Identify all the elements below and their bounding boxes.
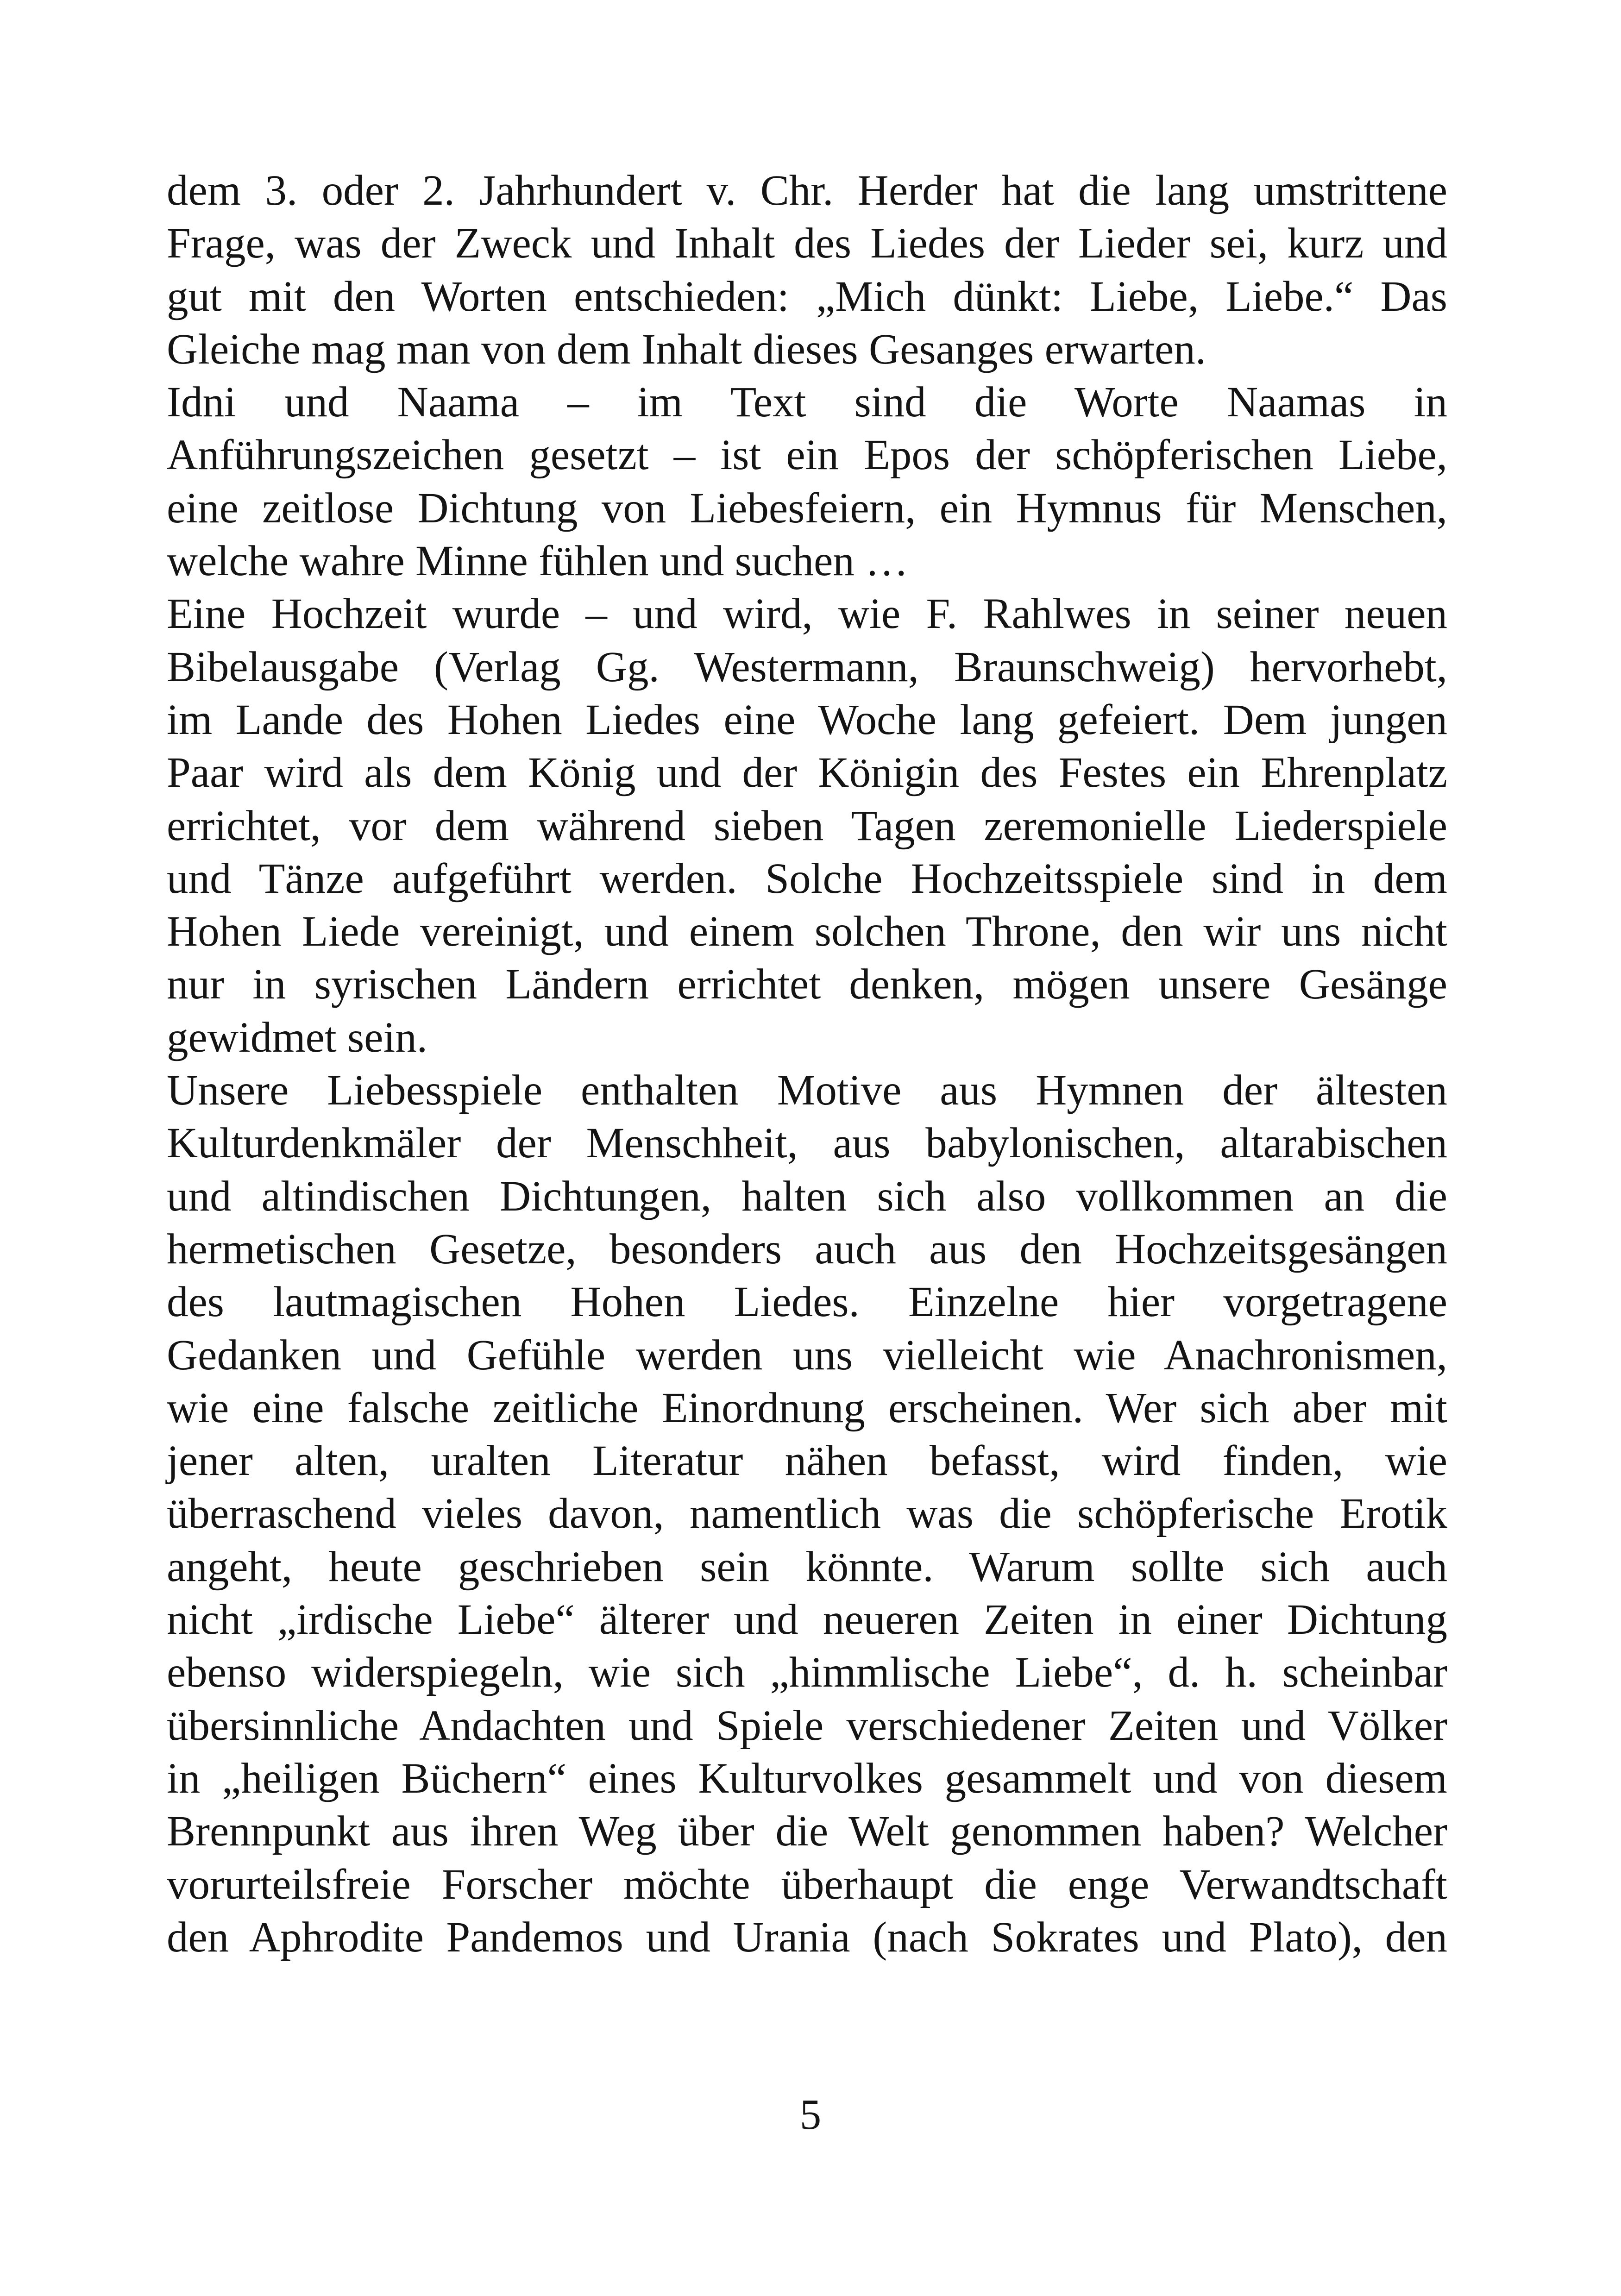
text-line: Gleiche mag man von dem Inhalt dieses Gesanges erwarten. [167,325,1206,373]
text-line: und altindischen Dichtungen, halten sich also vollkommen an die [167,1172,1447,1220]
text-line: nicht „irdische Liebe“ älterer und neueren Zeiten in einer Dichtung [167,1596,1447,1644]
text-line: Gedanken und Gefühle werden uns vielleicht wie Anachronismen, [167,1331,1447,1379]
text-line: übersinnliche Andachten und Spiele verschiedener Zeiten und Völker [167,1701,1447,1750]
body-text [167,164,1447,1964]
text-line: Bibelausgabe (Verlag Gg. Westermann, Braunschweig) hervorhebt, [167,643,1447,691]
text-line: gut mit den Worten entschieden: „Mich dünkt: Liebe, Liebe.“ Das [167,272,1447,320]
text-line: Idni und Naama – im Text sind die Worte Naamas in [167,378,1447,427]
text-line: im Lande des Hohen Liedes eine Woche lang gefeiert. Dem jungen [167,696,1447,744]
text-line: des lautmagischen Hohen Liedes. Einzelne hier vorgetragene [167,1278,1447,1326]
text-line: überraschend vieles davon, namentlich was die schöpferische Erotik [167,1490,1447,1538]
text-line: errichtet, vor dem während sieben Tagen zeremonielle Liederspiele [167,802,1447,850]
text-line: gewidmet sein. [167,1013,428,1061]
page-number: 5 [799,2091,822,2139]
text-line: jener alten, uralten Literatur nähen befasst, wird finden, wie [167,1437,1447,1485]
text-line: Paar wird als dem König und der Königin des Festes ein Ehrenplatz [167,749,1447,797]
text-line: Unsere Liebesspiele enthalten Motive aus Hymnen der ältesten [167,1066,1447,1115]
text-line: vorurteilsfreie Forscher möchte überhaupt die enge Verwandtschaft [167,1860,1447,1908]
text-line: nur in syrischen Ländern errichtet denken, mögen unsere Gesänge [167,960,1447,1009]
text-line: Eine Hochzeit wurde – und wird, wie F. Rahlwes in seiner neuen [167,590,1447,638]
text-line: welche wahre Minne fühlen und suchen … [167,537,909,585]
text-line: dem 3. oder 2. Jahrhundert v. Chr. Herder hat die lang umstrittene [167,167,1447,214]
text-line: Frage, was der Zweck und Inhalt des Liedes der Lieder sei, kurz und [167,220,1447,268]
text-line: den Aphrodite Pandemos und Urania (nach Sokrates und Plato), den [167,1913,1447,1961]
text-line: eine zeitlose Dichtung von Liebesfeiern, ein Hymnus für Menschen, [167,484,1447,532]
text-line: Kulturdenkmäler der Menschheit, aus babylonischen, altarabischen [167,1119,1447,1167]
text-line: Hohen Liede vereinigt, und einem solchen Throne, den wir uns nicht [167,908,1447,956]
text-line: hermetischen Gesetze, besonders auch aus den Hochzeitsgesängen [167,1225,1447,1273]
text-line: angeht, heute geschrieben sein könnte. Warum sollte sich auch [167,1543,1447,1591]
text-line: Anführungszeichen gesetzt – ist ein Epos der schöpferischen Liebe, [167,431,1447,479]
text-line: in „heiligen Büchern“ eines Kulturvolkes gesammelt und von diesem [167,1754,1447,1802]
text-line: wie eine falsche zeitliche Einordnung erscheinen. Wer sich aber mit [167,1384,1447,1432]
text-line: und Tänze aufgeführt werden. Solche Hochzeitsspiele sind in dem [167,854,1447,903]
text-line: Brennpunkt aus ihren Weg über die Welt genommen haben? Welcher [167,1807,1447,1856]
text-line: ebenso widerspiegeln, wie sich „himmlische Liebe“, d. h. scheinbar [167,1649,1447,1697]
